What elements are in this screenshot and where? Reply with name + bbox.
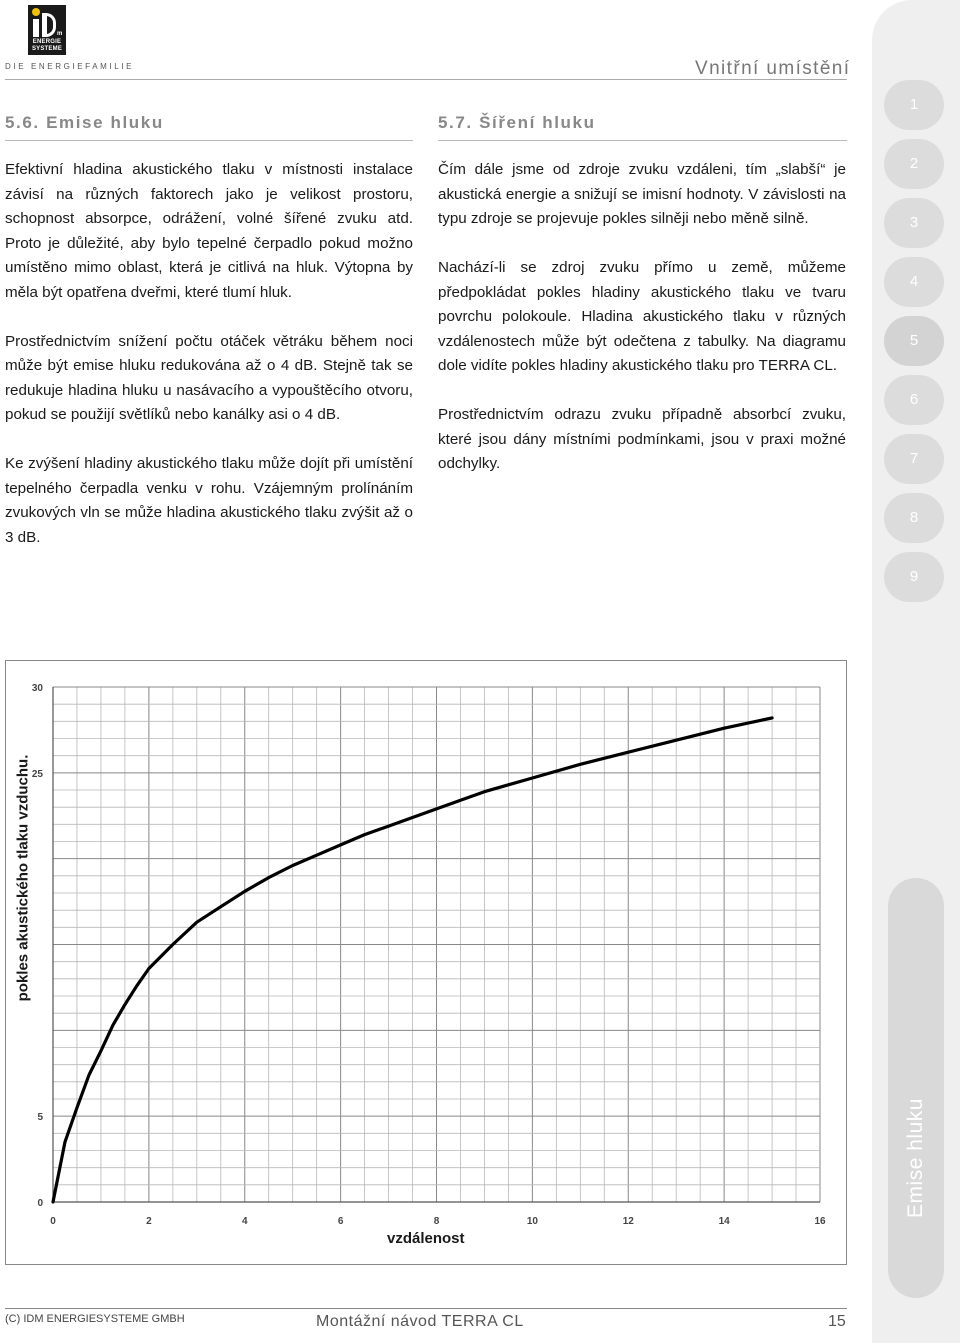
section-divider <box>5 140 413 141</box>
paragraph: Čím dále jsme od zdroje zvuku vzdáleni, tím „slabší“ je akustická energie a snižují se imisní hodnoty. V závislosti na typu zdroje se projevuje pokles silněji nebo měně silně. <box>438 161 846 227</box>
paragraph: Prostřednictvím odrazu zvuku případně absorbcí zvuku, které jsou dány místními podmínkami, jsou v praxi možné odchylky. <box>438 406 846 472</box>
y-tick-label: 0 <box>37 1198 43 1209</box>
x-tick-label: 0 <box>50 1216 56 1227</box>
paragraph: Ke zvýšení hladiny akustického tlaku může dojít při umístění tepelného čerpadla venku v rohu. Vzájemným prolínáním zvukových vln se může hladina akustického tlaku zvýšit až o 3 dB. <box>5 455 413 546</box>
x-tick-label: 6 <box>337 1216 344 1227</box>
footer-divider <box>5 1308 847 1309</box>
y-axis-label-text: pokles akustického tlaku vzduchu. <box>14 754 32 1001</box>
x-tick-label: 12 <box>622 1216 634 1227</box>
chapter-tab-5[interactable]: 5 <box>884 316 944 366</box>
x-tick-label: 4 <box>241 1216 248 1227</box>
section-title-noise-emission: 5.6. Emise hluku <box>5 113 164 132</box>
footer-document-title: Montážní návod TERRA CL <box>316 1313 524 1330</box>
chapter-tab-3[interactable]: 3 <box>884 198 944 248</box>
footer-copyright: (C) IDM ENERGIESYSTEME GMBH <box>5 1313 185 1325</box>
brand-tagline: DIE ENERGIEFAMILIE <box>5 62 135 71</box>
right-text-column <box>438 158 846 501</box>
chart-x-axis-label: vzdálenost <box>387 1230 465 1247</box>
chapter-tab-4[interactable]: 4 <box>884 257 944 307</box>
chart-y-axis-label <box>8 660 38 1265</box>
chapter-tab-8[interactable]: 8 <box>884 493 944 543</box>
y-tick-label: 30 <box>31 683 43 694</box>
header-divider <box>5 79 847 80</box>
section-title-noise-propagation: 5.7. Šíření hluku <box>438 113 596 132</box>
x-tick-label: 16 <box>814 1216 826 1227</box>
x-tick-label: 8 <box>433 1216 440 1227</box>
y-tick-label: 5 <box>37 1112 43 1124</box>
sidebar-chapter-heading <box>888 878 944 1298</box>
logo-text: ENERGIE SYSTEME <box>31 39 63 52</box>
chapter-tab-2[interactable]: 2 <box>884 139 944 189</box>
chapter-tab-9[interactable]: 9 <box>884 552 944 602</box>
chapter-tab-1[interactable]: 1 <box>884 80 944 130</box>
x-tick-label: 2 <box>146 1216 152 1227</box>
paragraph: Nachází-li se zdroj zvuku přímo u země, můžeme předpokládat pokles hladiny akustického tlaku ve tvaru povrchu polokoule. Hladina akustického tlaku v různých vzdálenostech může být odečtena z tabulky. Na diagramu dole vidíte pokles hladiny akustického tlaku pro TERRA CL. <box>438 259 846 374</box>
page-number: 15 <box>828 1313 846 1330</box>
x-tick-label: 14 <box>718 1216 730 1227</box>
left-text-column <box>5 158 413 575</box>
noise-decay-chart <box>5 660 847 1265</box>
y-tick-label: 25 <box>31 768 43 780</box>
idm-logo: m ENERGIE SYSTEME <box>28 5 66 55</box>
paragraph: Prostřednictvím snížení počtu otáček větráku během noci může být emise hluku redukována až o 4 dB. Stejně tak se redukuje hladina hluku u nasávacího a vypouštěcího otvoru, pokud se použijí světlíků nebo kanálky asi o 4 dB. <box>5 332 413 423</box>
paragraph: Efektivní hladina akustického tlaku v místnosti instalace závisí na různých faktorech jako je velikost prostoru, schopnost absorpce, odrážení, volné šířené zvuku atd. Proto je důležité, aby bylo tepelné čerpadlo pokud možno umístěno mimo oblast, která je citlivá na hluk. Výtopna by měla být opatřena dveřmi, které tlumí hluk. <box>5 161 413 301</box>
chapter-tab-6[interactable]: 6 <box>884 375 944 425</box>
sidebar-heading-text: Emise hluku <box>904 1098 927 1218</box>
section-divider <box>438 140 847 141</box>
x-tick-label: 10 <box>526 1216 538 1227</box>
page-header-title: Vnitřní umístění <box>695 58 851 79</box>
chapter-tab-7[interactable]: 7 <box>884 434 944 484</box>
